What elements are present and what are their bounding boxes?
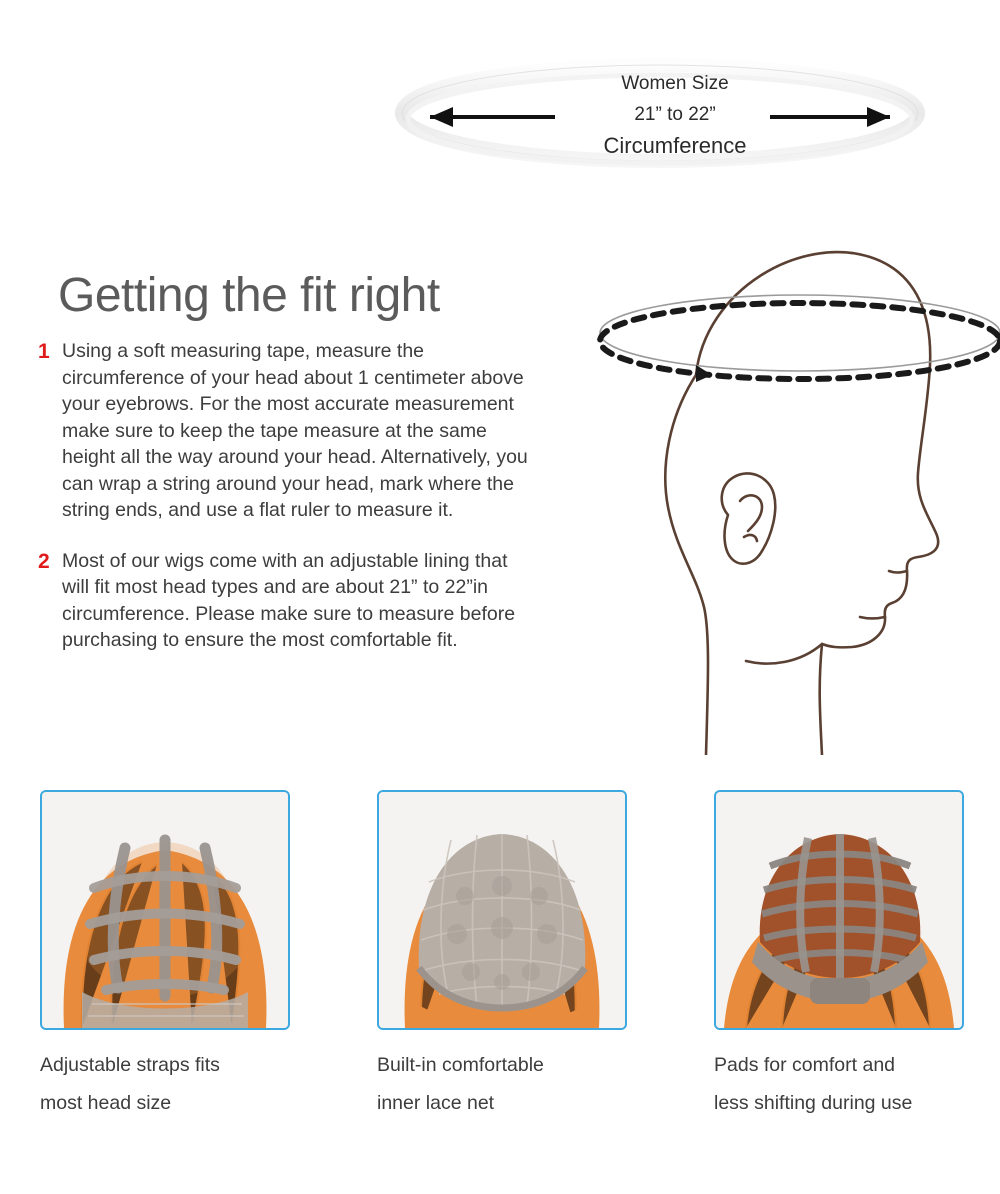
- band-size-range: 21” to 22”: [634, 104, 716, 125]
- band-size-label: [500, 68, 850, 161]
- step-text: Most of our wigs come with an adjustable lining that will fit most head types and are about 21” to 22”in circumference. Please make sure to measure before purchasing to ensure the most comfortable fit.: [62, 549, 516, 651]
- feature-image-comfort-pads: [714, 790, 964, 1030]
- feature-caption-line1: Pads for comfort and: [714, 1054, 896, 1076]
- step-number: 1: [38, 340, 50, 363]
- instruction-step: [30, 338, 530, 524]
- feature-caption: [40, 1046, 286, 1122]
- feature-card: [714, 790, 960, 1122]
- feature-image-inner-lace-net: [377, 790, 627, 1030]
- instruction-step: [30, 548, 530, 654]
- feature-card: [377, 790, 623, 1122]
- feature-list: [0, 790, 1000, 1122]
- step-text: Using a soft measuring tape, measure the circumference of your head about 1 centimeter above your eyebrows. For the most accurate measurement make sure to keep the tape measure at the same height all the way around your head. Alternatively, you can wrap a string around your head, mark where the string ends, and use a flat ruler to measure it.: [62, 340, 528, 521]
- step-number: 2: [38, 549, 50, 573]
- band-size-circumference: Circumference: [603, 133, 747, 158]
- instruction-list: [30, 338, 530, 678]
- feature-caption-line1: Adjustable straps fits: [40, 1054, 220, 1076]
- feature-caption-line1: Built-in comfortable: [377, 1054, 544, 1076]
- head-measurement-diagram: [500, 215, 1000, 755]
- feature-caption: [714, 1046, 960, 1122]
- feature-caption: [377, 1046, 623, 1122]
- band-size-title: Women Size: [621, 73, 729, 94]
- head-profile-icon: [500, 215, 1000, 755]
- feature-caption-line2: inner lace net: [377, 1092, 495, 1114]
- feature-caption-line2: most head size: [40, 1092, 172, 1114]
- feature-caption-line2: less shifting during use: [714, 1092, 913, 1114]
- page-title: Getting the fit right: [58, 269, 440, 323]
- feature-image-adjustable-straps: [40, 790, 290, 1030]
- feature-card: [40, 790, 286, 1122]
- measuring-band-illustration: [0, 0, 1000, 200]
